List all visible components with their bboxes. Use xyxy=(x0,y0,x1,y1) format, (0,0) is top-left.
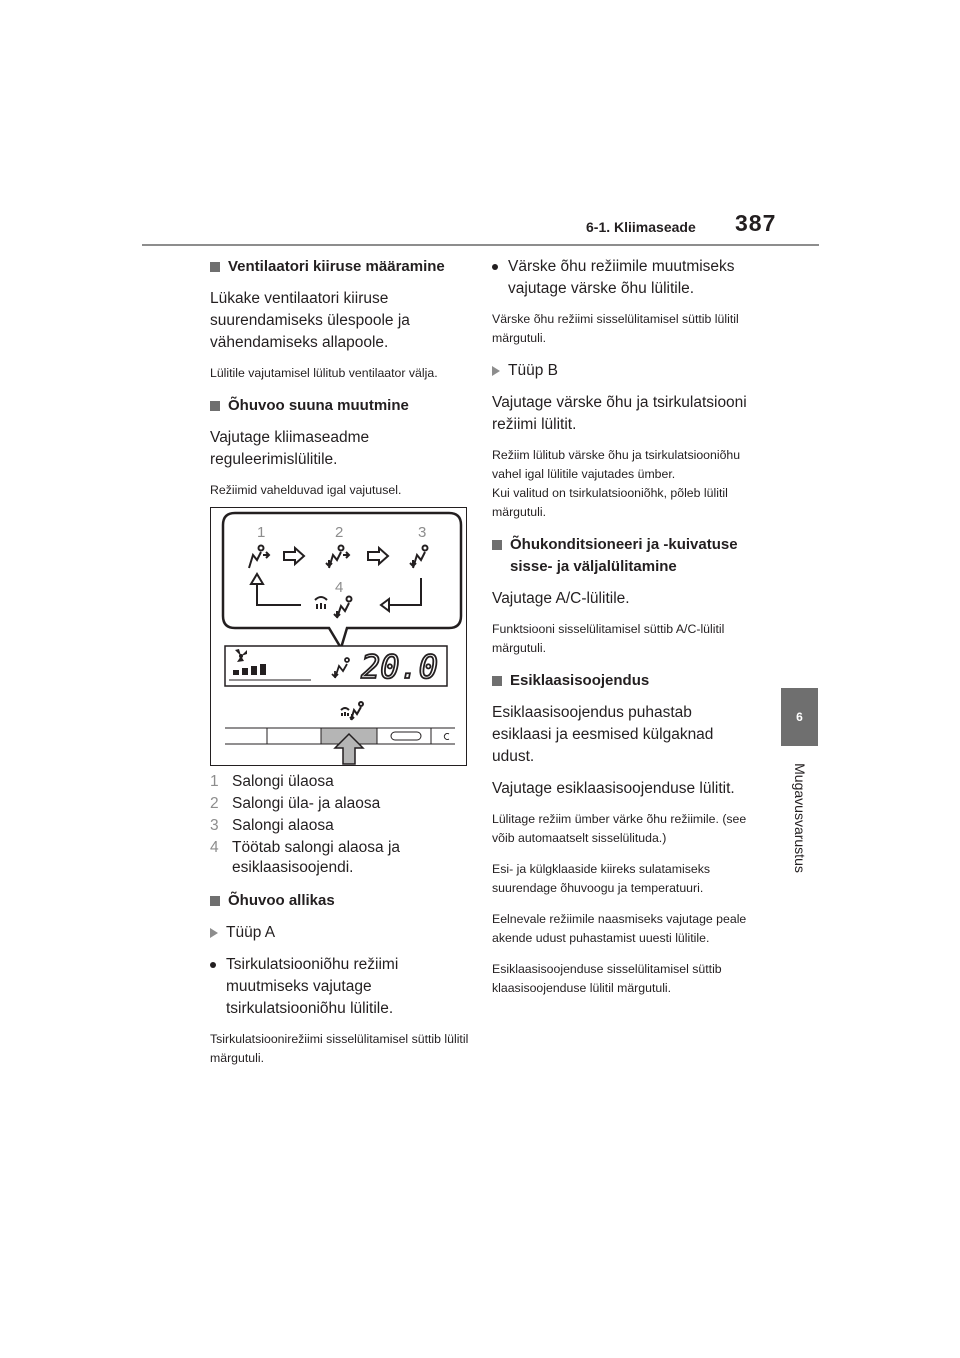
note: Eelnevale režiimile naasmiseks vajutage peale akende udust puhastamist uuesti lülitile. xyxy=(492,912,747,945)
bullet-dot-icon xyxy=(492,264,498,270)
switch-indicator-light xyxy=(391,732,421,740)
callout-2: 2 xyxy=(335,524,344,541)
heading-ac: Õhukonditsioneeri ja -kuivatuse sisse- ja väljalülitamine xyxy=(492,534,754,578)
callout-3: 3 xyxy=(418,524,427,541)
heading-air-source: Õhuvoo allikas xyxy=(210,890,472,912)
note: Lülitile vajutamisel lülitub ventilaator välja. xyxy=(210,366,438,380)
chapter-tab xyxy=(781,688,818,746)
heading-airflow-direction: Õhuvoo suuna muutmine xyxy=(210,395,472,417)
paragraph: Vajutage esiklaasisoojenduse lülitit. xyxy=(492,780,735,797)
type-b-label: Tüüp B xyxy=(492,360,754,382)
chapter-label xyxy=(781,756,818,880)
note: Kui valitud on tsirkulatsiooniõhk, põleb lülitil märgutuli. xyxy=(492,486,728,519)
note: Esi- ja külgklaaside kiireks sulatamiseks suurendage õhuvoogu ja temperatuuri. xyxy=(492,862,711,895)
section-title: 6-1. Kliimaseade xyxy=(586,219,696,235)
header-rule xyxy=(142,244,819,246)
square-bullet-icon xyxy=(210,401,220,411)
note: Režiimid vahelduvad igal vajutusel. xyxy=(210,483,402,497)
note: Funktsiooni sisselülitamisel süttib A/C-lülitil märgutuli. xyxy=(492,622,725,655)
triangle-bullet-icon xyxy=(492,366,500,376)
paragraph: Esiklaasisoojendus puhastab esiklaasi ja eesmised külgaknad udust. xyxy=(492,704,714,765)
square-bullet-icon xyxy=(492,540,502,550)
bullet-dot-icon xyxy=(210,962,216,968)
note: Režiim lülitub värske õhu ja tsirkulatsiooniõhu vahel igal lülitile vajutades ümber. xyxy=(492,448,741,481)
bullet-paragraph: Värske õhu režiimile muutmiseks vajutage värske õhu lülitile. xyxy=(492,256,754,300)
paragraph: Vajutage kliimaseadme reguleerimislülitile. xyxy=(210,429,370,468)
triangle-bullet-icon xyxy=(210,928,218,938)
list-item: 1 Salongi ülaosa xyxy=(210,773,334,790)
mode-switch-icon xyxy=(341,702,363,720)
paragraph: Vajutage värske õhu ja tsirkulatsiooni režiimi lülitit. xyxy=(492,394,747,433)
note: Värske õhu režiimi sisselülitamisel süttib lülitil märgutuli. xyxy=(492,312,739,345)
note: Tsirkulatsioonirežiimi sisselülitamisel süttib lülitil märgutuli. xyxy=(210,1032,469,1065)
note: Esiklaasisoojenduse sisselülitamisel süttib klaasisoojenduse lülitil märgutuli. xyxy=(492,962,722,995)
list-item: 3 Salongi alaosa xyxy=(210,817,334,834)
page-number: 387 xyxy=(735,210,777,236)
chapter-title: Mugavusvarustus xyxy=(791,763,808,873)
chapter-number: 6 xyxy=(796,710,803,724)
list-item: 2 Salongi üla- ja alaosa xyxy=(210,795,381,812)
square-bullet-icon xyxy=(210,896,220,906)
temperature-readout: 20.0 xyxy=(361,648,439,686)
left-column-top xyxy=(210,256,472,512)
heading-fan-speed: Ventilaatori kiiruse määramine xyxy=(210,256,472,278)
square-bullet-icon xyxy=(492,676,502,686)
right-column xyxy=(492,256,754,1010)
callout-4: 4 xyxy=(335,579,344,596)
paragraph: Vajutage A/C-lülitile. xyxy=(492,590,630,607)
heading-windshield-defogger: Esiklaasisoojendus xyxy=(492,670,754,692)
list-item: 4 Töötab salongi alaosa ja esiklaasisoojendi. xyxy=(210,839,401,876)
type-a-label: Tüüp A xyxy=(210,922,472,944)
airflow-mode-figure xyxy=(210,507,467,766)
square-bullet-icon xyxy=(210,262,220,272)
callout-1: 1 xyxy=(257,524,266,541)
left-column-bottom xyxy=(210,772,472,1080)
bullet-paragraph: Tsirkulatsiooniõhu režiimi muutmiseks vajutage tsirkulatsiooniõhu lülitile. xyxy=(210,954,472,1020)
paragraph: Lükake ventilaatori kiiruse suurendamiseks ülespoole ja vähendamiseks allapoole. xyxy=(210,290,410,351)
note: Lülitage režiim ümber värke õhu režiimile. (see võib automaatselt sisselülituda.) xyxy=(492,812,747,845)
